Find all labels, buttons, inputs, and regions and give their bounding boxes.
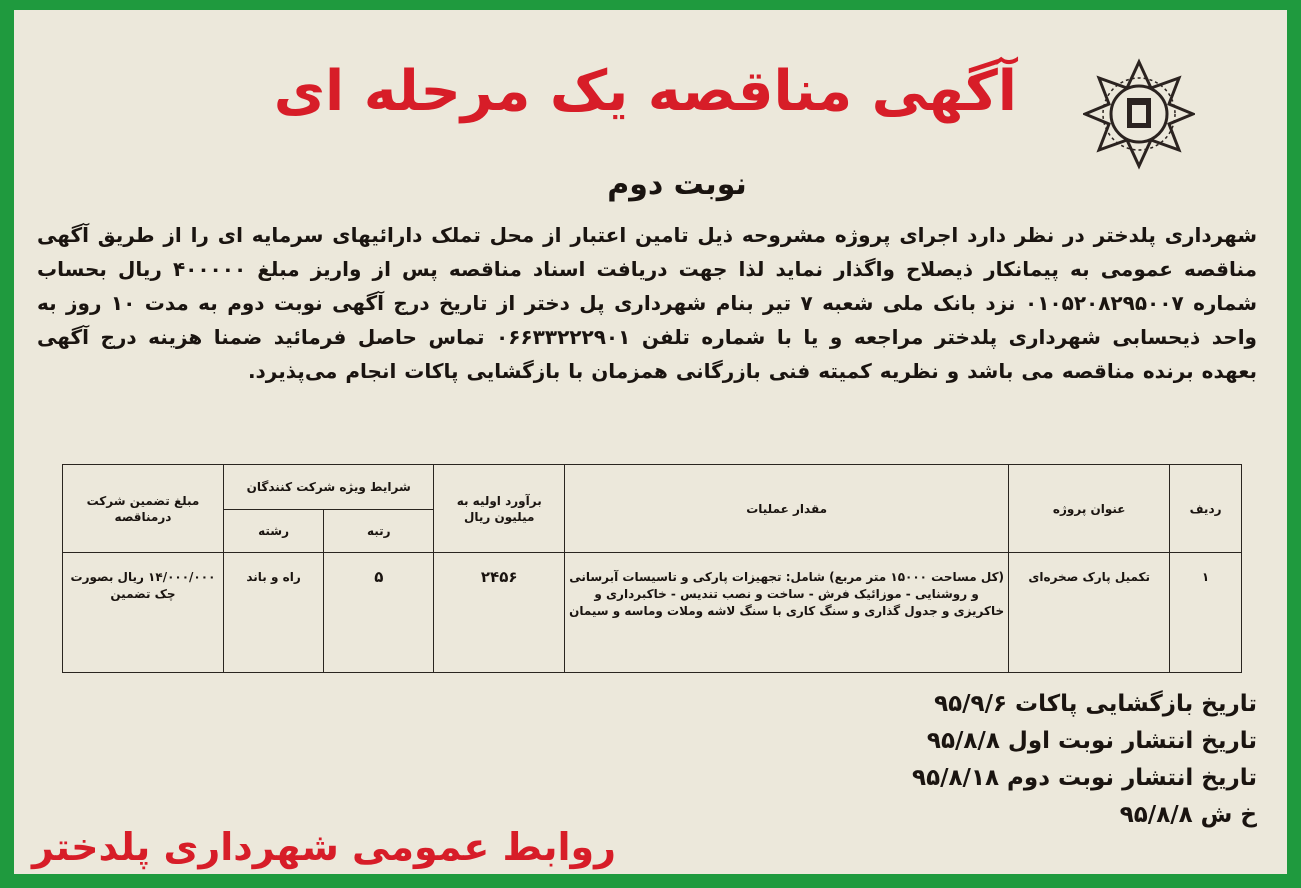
notice-title: آگهی مناقصه یک مرحله ای — [273, 59, 1017, 124]
header-project-title: عنوان پروژه — [1009, 465, 1170, 553]
header-estimate: برآورد اولیه به میلیون ریال — [434, 465, 565, 553]
header-field: رشته — [223, 510, 323, 553]
cell-row-no: ۱ — [1170, 553, 1242, 673]
date-second-publish: تاریخ انتشار نوبت دوم ۹۵/۸/۱۸ — [912, 765, 1257, 791]
header-conditions: شرایط ویژه شرکت کنندگان — [223, 465, 433, 510]
header-guarantee: مبلغ تضمین شرکت درمناقصه — [63, 465, 224, 553]
notice-body: شهرداری پلدختر در نظر دارد اجرای پروژه مشروحه ذیل تامین اعتبار از محل تملک دارائیهای سرمایه ای را از طریق آگهی مناقصه عمومی به پیمانکار ذیصلاح واگذار نماید لذا جهت دریافت اسناد مناقصه پس از واریز مبلغ ۴۰۰۰۰۰ ریال بحساب شماره ۰۱۰۵۲۰۸۲۹۵۰۰۷ نزد بانک ملی شعبه ۷ تیر بنام شهرداری پل دختر از تاریخ درج آگهی نوبت دوم به مدت ۱۰ روز به واحد ذیحسابی شهرداری پلدختر مراجعه و یا با شماره تلفن ۰۶۶۳۳۲۲۲۹۰۱ تماس حاصل فرمائید ضمنا هزینه درج آگهی بعهده برنده مناقصه می باشد و نظریه کمیته فنی بازرگانی همزمان با بازگشایی پاکات انجام می‌پذیرد. — [37, 223, 1257, 383]
tender-table — [62, 464, 1242, 673]
cell-guarantee: ۱۴/۰۰۰/۰۰۰ ریال بصورت چک تضمین — [63, 553, 224, 673]
municipality-star-emblem-icon — [1083, 58, 1195, 170]
cell-field: راه و باند — [223, 553, 323, 673]
cell-operations: (کل مساحت ۱۵۰۰۰ متر مربع) شامل: تجهیزات پارکی و تاسیسات آبرسانی و روشنایی - موزائیک فرش - ساخت و نصب تندیس - خاکبرداری و خاکریزی و جدول گذاری و سنگ کاری با سنگ لاشه وملات وماسه و سیمان — [564, 553, 1008, 673]
notice-paper — [14, 10, 1287, 874]
cell-grade: ۵ — [324, 553, 434, 673]
date-first-publish: تاریخ انتشار نوبت اول ۹۵/۸/۸ — [926, 728, 1257, 754]
date-opening: تاریخ بازگشایی پاکات ۹۵/۹/۶ — [934, 691, 1257, 717]
date-code: خ ش ۹۵/۸/۸ — [1119, 802, 1257, 828]
notice-subtitle: نوبت دوم — [607, 167, 747, 202]
dates-block — [837, 686, 1257, 834]
footer-signature: روابط عمومی شهرداری پلدختر — [32, 825, 616, 869]
cell-estimate: ۲۴۵۶ — [434, 553, 565, 673]
cell-project-title: تکمیل پارک صخره‌ای — [1009, 553, 1170, 673]
header-row-no: ردیف — [1170, 465, 1242, 553]
header-operations: مقدار عملیات — [564, 465, 1008, 553]
header-grade: رتبه — [324, 510, 434, 553]
table-row — [63, 553, 1242, 673]
